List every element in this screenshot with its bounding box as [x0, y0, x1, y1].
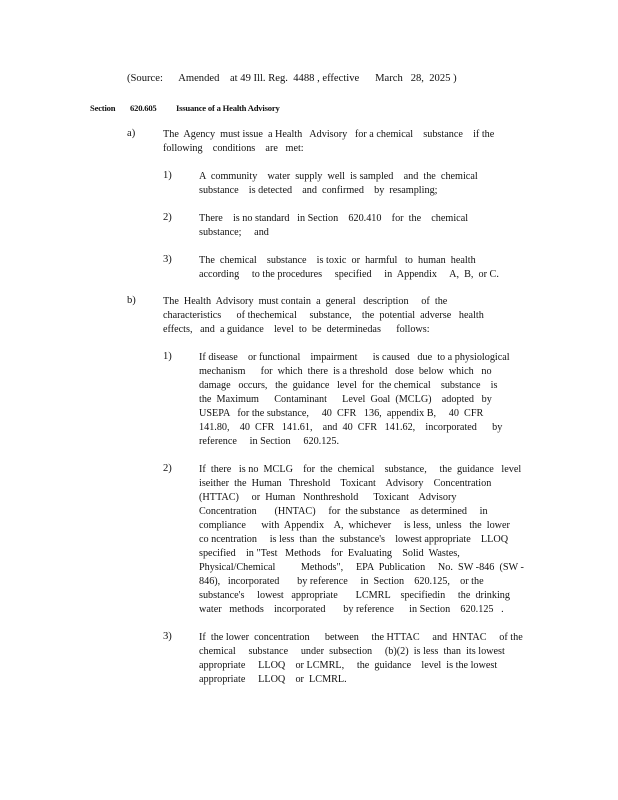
item-b2-line: If there is no MCLG for the chemical substance, the guidance level — [199, 464, 522, 475]
item-b1-line: mechanism for which there is a threshold dose below which no — [199, 366, 492, 377]
item-b-line: effects, and a guidance level to be determinedas follows: — [163, 324, 430, 335]
item-a2-line: substance; and — [199, 227, 269, 238]
item-b-marker: b) — [127, 295, 136, 306]
item-b2-line: water methods incorporated by reference in Section 620.125 . — [199, 604, 504, 615]
section-title: Issuance of a Health Advisory — [176, 103, 280, 113]
item-b1-line: the Maximum Contaminant Level Goal (MCLG) adopted by — [199, 394, 492, 405]
section-label: Section — [90, 103, 116, 113]
item-a3-marker: 3) — [163, 254, 172, 265]
item-a3-line: according to the procedures specified in Appendix A, B, or C. — [199, 269, 499, 280]
source-note: (Source: Amended at 49 Ill. Reg. 4488 , effective March 28, 2025 ) — [127, 73, 457, 84]
item-a2-line: There is no standard in Section 620.410 for the chemical — [199, 213, 469, 224]
item-b1-line: damage occurs, the guidance level for the chemical substance is — [199, 380, 498, 391]
item-a-line: following conditions are met: — [163, 143, 304, 154]
item-b3-line: chemical substance under subsection (b)(2) is less than its lowest — [199, 646, 505, 657]
item-b2-line: substance's lowest appropriate LCMRL specifiedin the drinking — [199, 590, 510, 601]
item-a1-marker: 1) — [163, 170, 172, 181]
item-b1-line: 141.80, 40 CFR 141.61, and 40 CFR 141.62, incorporated by — [199, 422, 503, 433]
item-a1-line: substance is detected and confirmed by resampling; — [199, 185, 438, 196]
item-b2-line: specified in "Test Methods for Evaluating Solid Wastes, — [199, 548, 460, 559]
item-b1-marker: 1) — [163, 351, 172, 362]
item-b3-marker: 3) — [163, 631, 172, 642]
item-a-line: The Agency must issue a Health Advisory for a chemical substance if the — [163, 129, 495, 140]
item-b2-line: iseither the Human Threshold Toxicant Advisory Concentration — [199, 478, 492, 489]
section-number: 620.605 — [130, 103, 157, 113]
item-b2-line: Physical/Chemical Methods", EPA Publication No. SW -846 (SW - — [199, 562, 524, 573]
item-b3-line: appropriate LLOQ or LCMRL. — [199, 674, 347, 685]
item-b1-line: USEPA for the substance, 40 CFR 136, appendix B, 40 CFR — [199, 408, 484, 419]
item-b2-marker: 2) — [163, 463, 172, 474]
item-b3-line: If the lower concentration between the HTTAC and HNTAC of the — [199, 632, 523, 643]
item-b2-line: 846), incorporated by reference in Section 620.125, or the — [199, 576, 484, 587]
item-a-marker: a) — [127, 128, 136, 139]
item-b2-line: co ncentration is less than the substance's lowest appropriate LLOQ — [199, 534, 509, 545]
item-b2-line: compliance with Appendix A, whichever is less, unless the lower — [199, 520, 510, 531]
item-b3-line: appropriate LLOQ or LCMRL, the guidance level is the lowest — [199, 660, 498, 671]
item-b1-line: reference in Section 620.125. — [199, 436, 340, 447]
item-a2-marker: 2) — [163, 212, 172, 223]
item-a1-line: A community water supply well is sampled and the chemical — [199, 171, 478, 182]
item-a3-line: The chemical substance is toxic or harmful to human health — [199, 255, 476, 266]
item-b2-line: Concentration (HNTAC) for the substance as determined in — [199, 506, 488, 517]
item-b-line: The Health Advisory must contain a general description of the — [163, 296, 448, 307]
item-b2-line: (HTTAC) or Human Nonthreshold Toxicant Advisory — [199, 492, 457, 503]
item-b-line: characteristics of thechemical substance, the potential adverse health — [163, 310, 484, 321]
item-b1-line: If disease or functional impairment is caused due to a physiological — [199, 352, 510, 363]
